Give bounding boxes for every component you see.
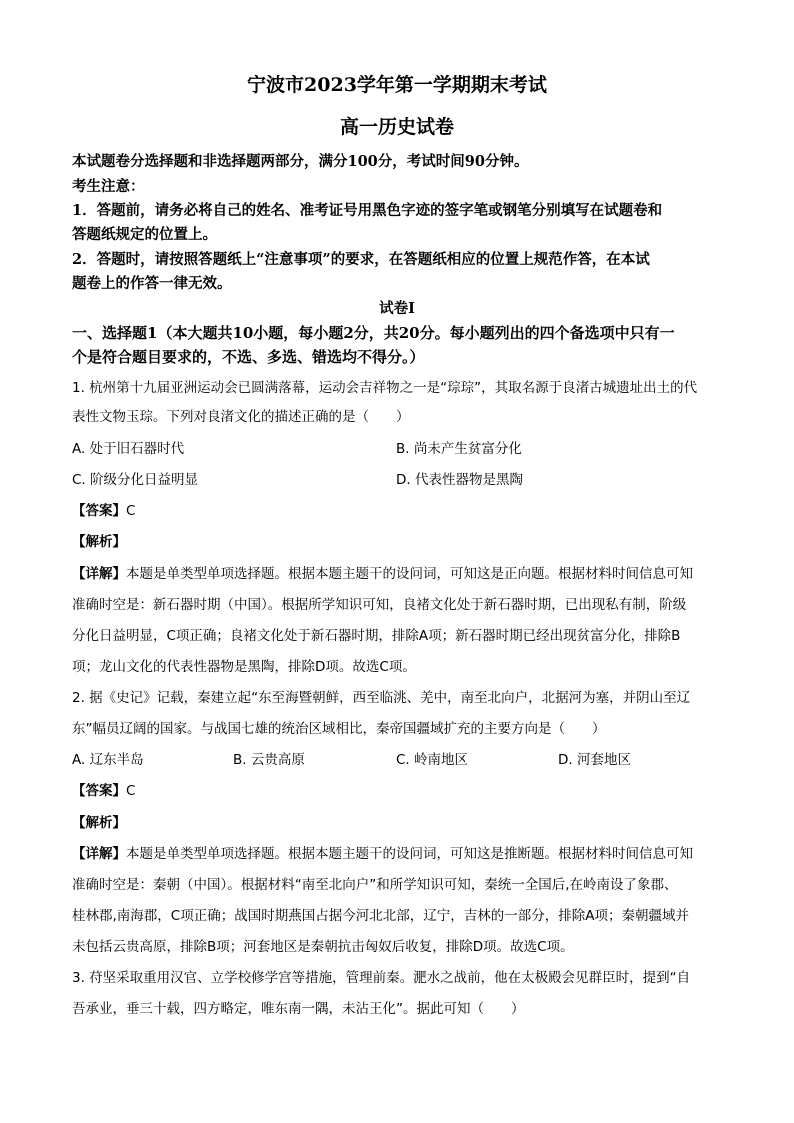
exam-subtitle: 高一历史试卷 [339,116,454,138]
analysis-label: 【解析】 [72,815,126,831]
q2-detail-2: 准确时空是：秦朝（中国）。根据材料“南至北向户”和所学知识可知，秦统一全国后,在岭南设了象郡、 [72,877,678,893]
section-heading-b: 个是符合题目要求的，不选、多选、错选均不得分。） [72,348,425,366]
q2-detail-text-1: 本题是单类型单项选择题。根据本题主题干的设问词，可知这是推断题。根据材料时间信息可知 [126,846,693,862]
notice-1a: 1．答题前，请务必将自己的姓名、准考证号用黑色字迹的签字笔或钢笔分别填写在试题卷和 [72,202,663,219]
section-heading-a: 一、选择题1（本大题共10小题，每小题2分，共20分。每小题列出的四个备选项中只有一 [72,324,675,342]
notice-2b: 题卷上的作答一律无效。 [72,275,232,292]
q2-option-b: B. 云贵高原 [233,752,305,768]
q1-detail-2: 准确时空是：新石器时期（中国）。根据所学知识可知，良褚文化处于新石器时期，已出现私有制，阶级 [72,597,687,613]
q1-stem-b: 表性文物玉琮。下列对良渚文化的描述正确的是（ ） [72,409,410,425]
answer-label: 【答案】 [72,783,126,799]
q1-answer-value: C [126,503,136,519]
q1-option-a: A. 处于旧石器时代 [72,441,185,457]
q1-option-d: D. 代表性器物是黑陶 [396,472,523,488]
q2-answer [72,779,722,799]
notice-title: 考生注意： [72,178,145,195]
q1-option-c: C. 阶级分化日益明显 [72,472,199,488]
q1-detail-text-1: 本题是单类型单项选择题。根据本题主题干的设问词，可知这是正向题。根据材料时间信息可知 [126,566,693,582]
q1-detail-1 [72,562,722,582]
q2-analysis-label [72,811,722,831]
q2-detail-4: 未包括云贵高原，排除B项；河套地区是秦朝抗击匈奴后收复，排除D项。故选C项。 [72,939,574,955]
notice-2a: 2．答题时，请按照答题纸上“注意事项”的要求，在答题纸相应的位置上规范作答，在本试 [72,251,650,268]
q3-stem-b: 吾承业，垂三十载，四方略定，唯东南一隅，未沾王化”。据此可知（ ） [72,1001,525,1017]
q2-option-d: D. 河套地区 [558,752,631,768]
q2-option-c: C. 岭南地区 [396,752,469,768]
q1-answer [72,499,722,519]
detail-label: 【详解】 [72,846,126,862]
q2-detail-1 [72,842,722,862]
q1-detail-4: 项；龙山文化的代表性器物是黑陶，排除D项。故选C项。 [72,659,416,675]
intro-line: 本试题卷分选择题和非选择题两部分，满分100分，考试时间90分钟。 [72,153,529,170]
detail-label: 【详解】 [72,566,126,582]
q2-stem-b: 东”幅员辽阔的国家。与战国七雄的统治区域相比，秦帝国疆域扩充的主要方向是（ ） [72,721,606,737]
exam-title: 宁波市2023学年第一学期期末考试 [247,74,547,96]
answer-label: 【答案】 [72,503,126,519]
q1-detail-3: 分化日益明显，C项正确；良褚文化处于新石器时期，排除A项；新石器时期已经出现贫富分化，排除B [72,628,681,644]
q1-stem-a: 1. 杭州第十九届亚洲运动会已圆满落幕，运动会吉祥物之一是“琮琮”，其取名源于良渚古城遗址出土的代 [72,380,698,396]
q2-answer-value: C [126,783,136,799]
section-label: 试卷Ⅰ [379,300,415,317]
q1-analysis-label [72,530,722,550]
notice-1b: 答题纸规定的位置上。 [72,226,217,243]
analysis-label: 【解析】 [72,534,126,550]
q3-stem-a: 3. 苻坚采取重用汉官、立学校修学宫等措施，管理前秦。淝水之战前，他在太极殿会见群臣时，提到“自 [72,970,691,986]
q1-option-b: B. 尚未产生贫富分化 [396,441,522,457]
q2-option-a: A. 辽东半岛 [72,752,144,768]
q2-stem-a: 2. 据《史记》记载，秦建立起“东至海暨朝鲜，西至临洮、羌中，南至北向户，北据河为塞，并阴山至辽 [72,690,691,706]
q2-detail-3: 桂林郡,南海郡，C项正确；战国时期燕国占据今河北北部，辽宁，吉林的一部分，排除A项；秦朝疆域并 [72,908,689,924]
